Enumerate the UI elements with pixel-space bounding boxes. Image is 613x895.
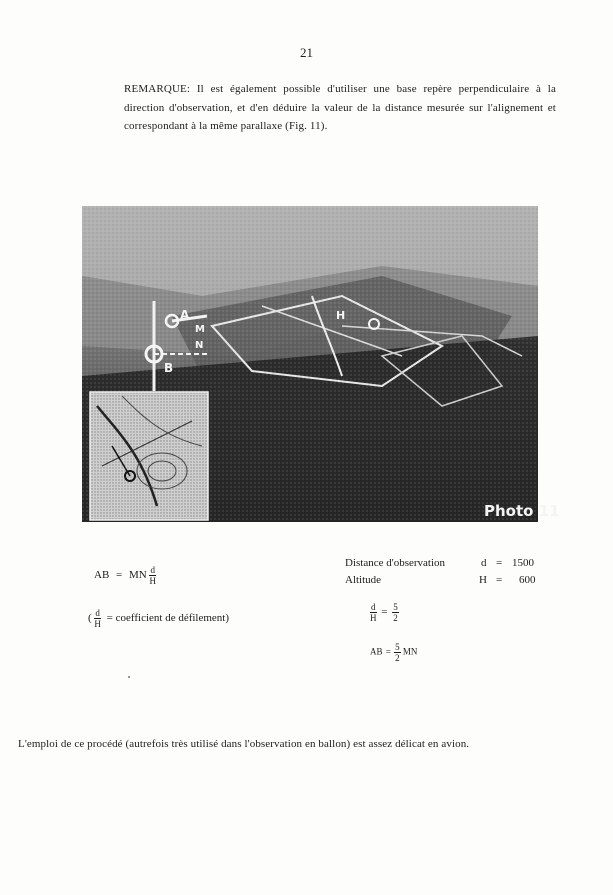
fraction-d-over-h: $\frac{d}{H}$ (149, 565, 156, 586)
distance-row: Distance d'observation (345, 557, 446, 569)
coefficient-note: ( $\frac{d}{H}$ = coefficient de défilement) (88, 608, 230, 629)
label-m: M (195, 324, 205, 335)
closing-paragraph: L'emploi de ce procédé (autrefois très utilisé dans l'observation en ballon) est assez délicat en avion. (18, 738, 470, 750)
page-number: 21 (300, 45, 313, 60)
photo-figure (82, 206, 560, 522)
ab-result-formula: AB = $\frac{5}{2}$ MN (370, 642, 418, 663)
label-a: A (180, 308, 190, 322)
photo-label: Photo 11 (484, 502, 560, 520)
altitude-row: Altitude (345, 574, 382, 586)
remark-paragraph: REMARQUE: Il est également possible d'utiliser une base repère perpendiculaire à la direction d'observation, et d'en déduire la valeur de la distance mesurée sur l'alignement et correspondant à la même parallaxe (Fig. 11). (124, 83, 556, 132)
ratio-formula: $\frac{d}{H}$ = $\frac{5}{2}$ (370, 602, 398, 623)
label-b: B (164, 361, 174, 375)
speck (128, 676, 130, 678)
distance-value: 1500 (512, 557, 534, 569)
formula-ab: AB = MN $\frac{d}{H}$ (94, 565, 156, 586)
photo-aerial-view (82, 206, 560, 522)
altitude-value: 600 (519, 574, 536, 586)
label-h: H (336, 309, 346, 322)
label-n: N (195, 340, 204, 351)
